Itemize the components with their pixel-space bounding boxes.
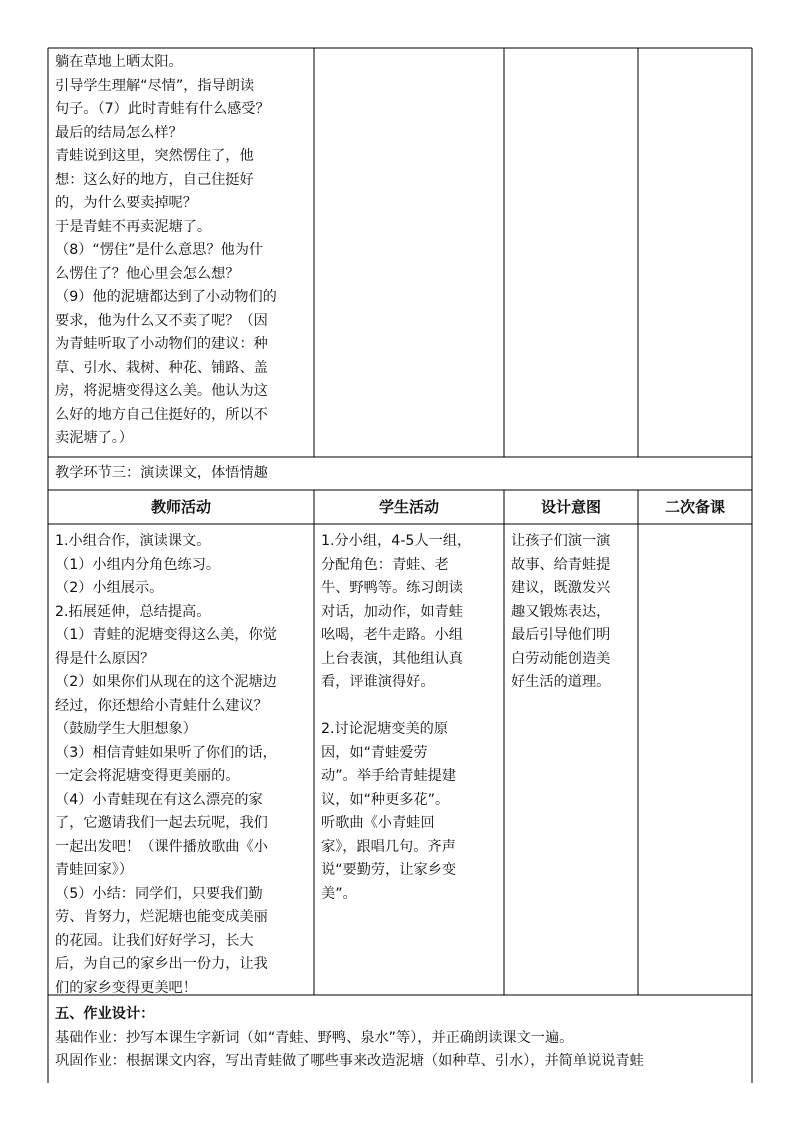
text-line: 因，如“青蛙爱劳 [321, 744, 428, 761]
text-line: 卖泥塘了。） [55, 430, 134, 446]
text-line: 劳、肯努力，烂泥塘也能变成美丽 [55, 909, 268, 925]
text-line: 说“要勤劳，让家乡变 [321, 862, 457, 878]
header-student-activity: 学生活动 [378, 498, 439, 516]
header-design-intent: 设计意图 [540, 498, 601, 516]
text-line: 美”。 [321, 885, 357, 902]
text-line: （2）如果你们从现在的这个泥塘边 [55, 674, 277, 690]
text-line: 为青蛙听取了小动物们的建议：种 [55, 336, 268, 352]
text-line: 听歌曲《小青蛙回 [321, 815, 435, 831]
text-line: 1.小组合作，演读课文。 [55, 533, 211, 549]
text-line: 青蛙回家》） [55, 862, 134, 878]
text-line: 草、引水、栽树、种花、铺路、盖 [55, 359, 268, 376]
homework-section [55, 1003, 749, 1074]
text-line: 白劳动能创造美 [511, 650, 611, 667]
text-line: 一起出发吧！（课件播放歌曲《小 [55, 838, 268, 855]
teacher-activity-cell [55, 530, 311, 1000]
text-line: （2）小组展示。 [55, 580, 164, 596]
text-line: 动”。举手给青蛙提建 [321, 768, 457, 784]
text-line: 分配角色：青蛙、老 [321, 556, 449, 573]
text-line: 后，为自己的家乡出一份力，让我 [55, 956, 268, 972]
homework-consolidate: 巩固作业：根据课文内容，写出青蛙做了哪些事来改造泥塘（如种草、引水），并简单说说青蛙 [55, 1053, 644, 1069]
section-title: 教学环节三：演读课文，体悟情趣 [55, 465, 268, 481]
student-activity-cell [321, 530, 501, 906]
text-line: 2.讨论泥塘变美的原 [321, 721, 449, 737]
text-line: （1）青蛙的泥塘变得这么美，你觉 [55, 627, 277, 643]
text-line: 想：这么好的地方，自己住挺好 [55, 171, 254, 188]
text-line: 最后引导他们明 [511, 627, 611, 643]
text-line: （8）“愣住”是什么意思？他为什 [55, 242, 264, 258]
header-teacher-activity: 教师活动 [150, 498, 211, 516]
text-line: 于是青蛙不再卖泥塘了。 [55, 218, 212, 235]
text-line: 建议，既激发兴 [511, 580, 611, 596]
text-line: 房，将泥塘变得这么美。他认为这 [55, 383, 268, 399]
blank-line [321, 695, 501, 719]
text-line: 么愣住了？他心里会怎么想？ [55, 265, 240, 282]
text-line: 吆喝，老牛走路。小组 [321, 627, 463, 643]
text-line: 要求，他为什么又不卖了呢？（因 [55, 312, 268, 329]
text-line: 上台表演，其他组认真 [321, 650, 463, 667]
text-line: 家》，跟唱几句。齐声 [321, 838, 456, 855]
text-line: 对话，加动作，如青蛙 [321, 603, 463, 620]
text-line: 们的家乡变得更美吧！ [55, 979, 197, 996]
text-line: 最后的结局怎么样？ [55, 124, 183, 141]
text-line: （4）小青蛙现在有这么漂亮的家 [55, 791, 263, 808]
text-line: 好生活的道理。 [511, 674, 611, 690]
text-line: 牛、野鸭等。练习朗读 [321, 580, 463, 596]
text-line: 让孩子们演一演 [511, 533, 611, 549]
text-line: 故事、给青蛙提 [511, 556, 611, 573]
text-line: 议，如“种更多花”。 [321, 791, 450, 808]
text-line: 趣又锻炼表达， [511, 603, 611, 620]
text-line: 1.分小组，4-5人一组， [321, 533, 472, 549]
text-line: （9）他的泥塘都达到了小动物们的 [55, 289, 277, 305]
text-line: 青蛙说到这里，突然愣住了，他 [55, 148, 254, 164]
text-line: 的花园。让我们好好学习，长大 [55, 932, 254, 949]
text-line: （3）相信青蛙如果听了你们的话， [55, 744, 277, 761]
text-line: 一定会将泥塘变得更美丽的。 [55, 768, 240, 784]
text-line: （1）小组内分角色练习。 [55, 556, 221, 573]
homework-basic: 基础作业：抄写本课生字新词（如“青蛙、野鸭、泉水”等），并正确朗读课文一遍。 [55, 1029, 574, 1046]
top-teacher-cell [55, 51, 311, 451]
text-line: 的，为什么要卖掉呢？ [55, 195, 197, 211]
text-line: 引导学生理解“尽情”，指导朗读 [55, 77, 255, 94]
text-line: 得是什么原因？ [55, 650, 155, 667]
text-line: 么好的地方自己住挺好的，所以不 [55, 406, 268, 423]
text-line: 2.拓展延伸，总结提高。 [55, 603, 211, 620]
text-line: （鼓励学生大胆想象） [55, 721, 197, 737]
text-line: 了，它邀请我们一起去玩呢，我们 [55, 815, 268, 831]
homework-title: 五、作业设计： [55, 1006, 155, 1022]
text-line: 看，评谁演得好。 [321, 674, 435, 690]
text-line: 句子。（7）此时青蛙有什么感受？ [55, 101, 270, 117]
header-second-prep: 二次备课 [664, 498, 725, 516]
text-line: 经过，你还想给小青蛙什么建议？ [55, 697, 268, 714]
text-line: 躺在草地上晒太阳。 [55, 54, 183, 70]
text-line: （5）小结：同学们，只要我们勤 [55, 885, 263, 902]
design-intent-cell [511, 530, 636, 695]
